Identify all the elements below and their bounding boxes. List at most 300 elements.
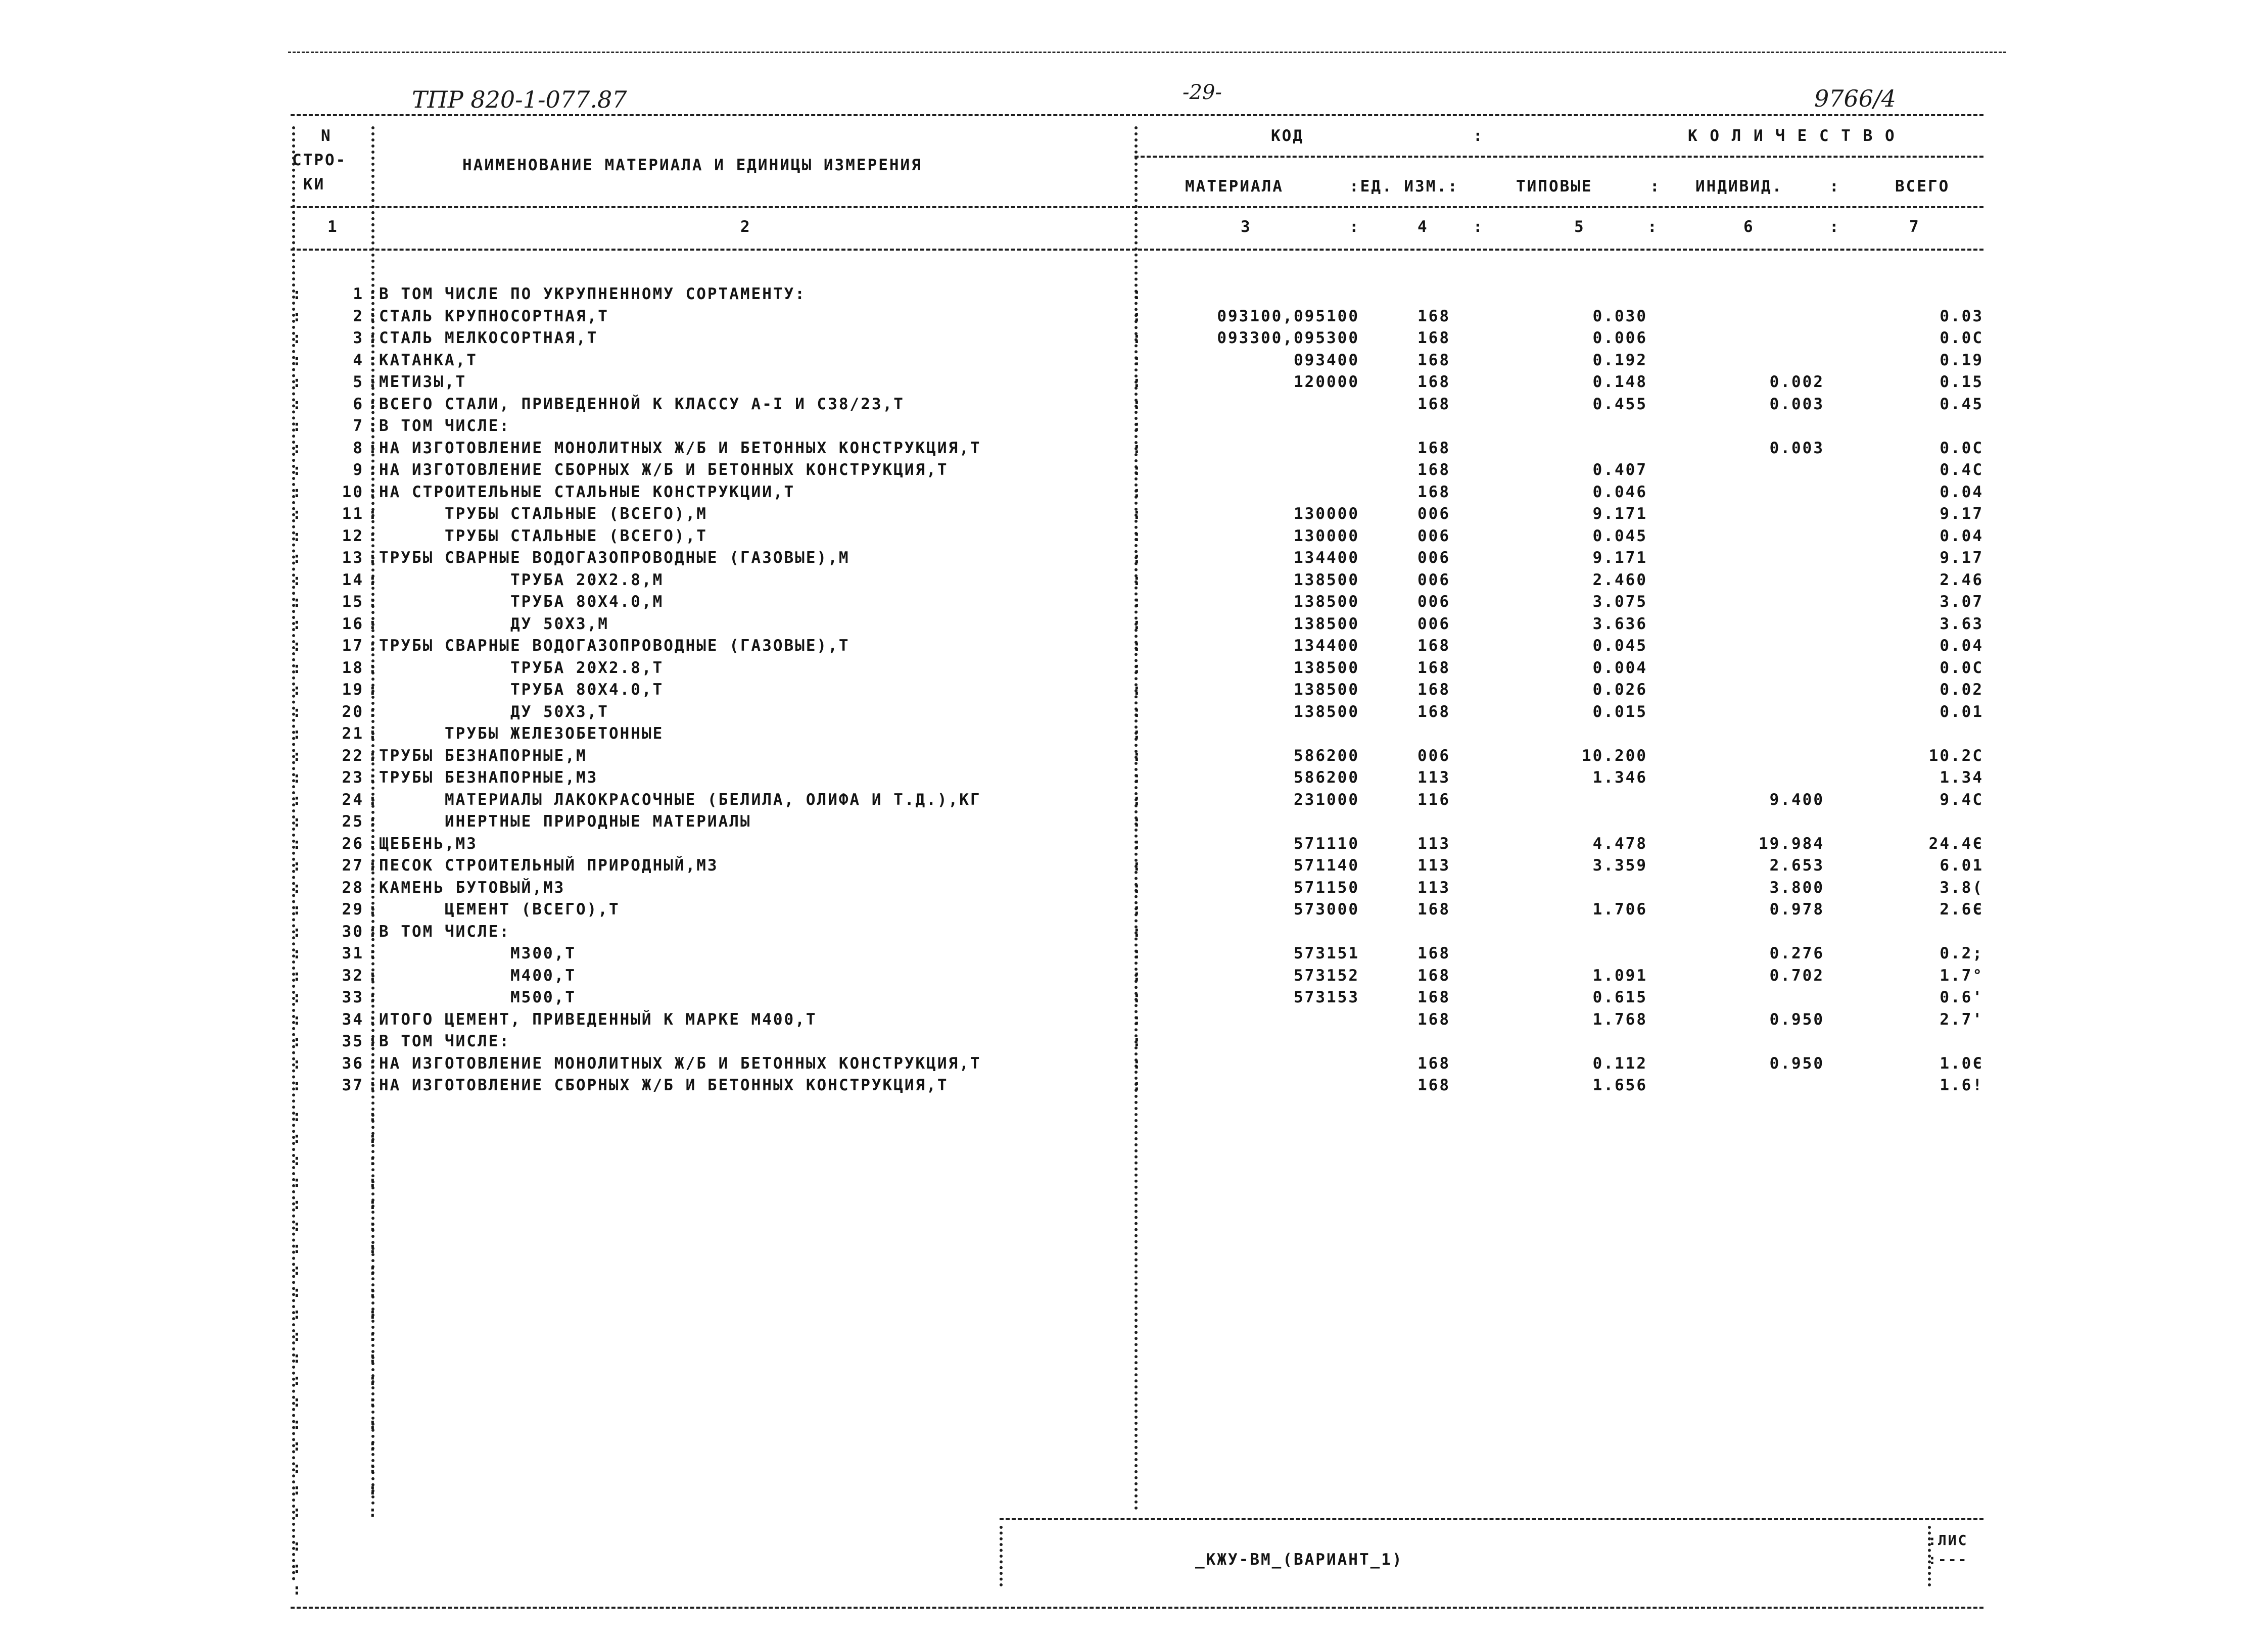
qty-typical: 3.636 bbox=[1592, 614, 1647, 633]
unit-code: 006 bbox=[1418, 505, 1450, 523]
column-separator: : bbox=[292, 439, 303, 457]
qty-total: 0.19 bbox=[1940, 351, 1983, 369]
column-separator: : bbox=[368, 307, 379, 325]
empty-row-separator: : bbox=[368, 1238, 379, 1257]
column-separator: : bbox=[368, 505, 379, 523]
empty-row-separator: : bbox=[292, 1370, 303, 1389]
archive-number: 9766/4 bbox=[1814, 85, 1896, 112]
qty-individual-header: ИНДИВИД. bbox=[1695, 177, 1783, 196]
material-code: 571150 bbox=[1294, 878, 1359, 897]
material-name: ЦЕМЕНТ (ВСЕГО),Т bbox=[445, 900, 620, 919]
header-colons-4: : bbox=[1829, 218, 1840, 236]
column-separator: : bbox=[368, 834, 379, 853]
column-separator: : bbox=[368, 482, 379, 501]
row-number: 26 bbox=[342, 834, 364, 853]
col-number-4: 4 bbox=[1418, 218, 1429, 236]
table-row bbox=[0, 1052, 2268, 1075]
qty-total: 2.6Є bbox=[1940, 900, 1983, 919]
column-separator: : bbox=[368, 570, 379, 589]
qty-individual: 0.003 bbox=[1769, 395, 1824, 413]
name-column-header: НАИМЕНОВАНИЕ МАТЕРИАЛА И ЕДИНИЦЫ ИЗМЕРЕНИЯ bbox=[462, 156, 922, 174]
table-row bbox=[0, 613, 2268, 635]
code-material-header: МАТЕРИАЛА bbox=[1185, 177, 1284, 196]
column-separator: : bbox=[1132, 482, 1143, 501]
empty-row-separator: : bbox=[292, 1414, 303, 1433]
column-separator: : bbox=[1132, 285, 1143, 303]
material-name: КАТАНКА,Т bbox=[379, 351, 478, 369]
material-name: В ТОМ ЧИСЛЕ: bbox=[379, 417, 510, 435]
material-name: В ТОМ ЧИСЛЕ ПО УКРУПНЕННОМУ СОРТАМЕНТУ: bbox=[379, 285, 806, 303]
column-separator: : bbox=[368, 878, 379, 897]
column-separator: : bbox=[292, 549, 303, 567]
row-no-label-3: КИ bbox=[303, 175, 325, 194]
column-separator: : bbox=[292, 570, 303, 589]
code-unit-header: :ЕД. ИЗМ.: bbox=[1349, 177, 1459, 196]
table-row bbox=[0, 1030, 2268, 1052]
row-no-label-1: N bbox=[321, 127, 332, 145]
qty-typical: 1.346 bbox=[1592, 768, 1647, 787]
column-separator: : bbox=[292, 307, 303, 325]
empty-row-separator: : bbox=[292, 1282, 303, 1301]
row-number: 8 bbox=[353, 439, 364, 457]
footer-top-rule bbox=[1000, 1518, 1983, 1520]
footer-sheet-dash: :--- bbox=[1928, 1551, 1968, 1568]
unit-code: 168 bbox=[1418, 944, 1450, 962]
column-separator: : bbox=[1132, 505, 1143, 523]
empty-row-separator: : bbox=[292, 1392, 303, 1411]
row-number: 13 bbox=[342, 549, 364, 567]
col-number-3: 3 bbox=[1241, 218, 1252, 236]
row-number: 3 bbox=[353, 329, 364, 347]
material-name: ПЕСОК СТРОИТЕЛЬНЫЙ ПРИРОДНЫЙ,М3 bbox=[379, 856, 719, 875]
row-number: 5 bbox=[353, 373, 364, 391]
material-code: 571110 bbox=[1294, 834, 1359, 853]
material-name: ВСЕГО СТАЛИ, ПРИВЕДЕННОЙ К КЛАССУ А-I И С38/23,Т bbox=[379, 395, 905, 413]
empty-row-separator: : bbox=[292, 1129, 303, 1147]
column-separator: : bbox=[368, 966, 379, 985]
row-number: 20 bbox=[342, 702, 364, 721]
header-colons-3: : bbox=[1647, 218, 1659, 236]
column-separator: : bbox=[1132, 417, 1143, 435]
material-code: 093100,095100 bbox=[1217, 307, 1359, 325]
column-separator: : bbox=[368, 856, 379, 875]
qty-individual: 0.002 bbox=[1769, 373, 1824, 391]
column-separator: : bbox=[368, 373, 379, 391]
empty-row-separator: : bbox=[368, 1261, 379, 1279]
qty-typical: 1.091 bbox=[1592, 966, 1647, 985]
column-separator: : bbox=[1132, 570, 1143, 589]
material-name: ТРУБА 20Х2.8,Т bbox=[510, 658, 664, 677]
qty-total: 0.4С bbox=[1940, 461, 1983, 479]
material-code: 134400 bbox=[1294, 549, 1359, 567]
qty-group-header: К О Л И Ч Е С Т В О bbox=[1688, 127, 1896, 145]
column-separator: : bbox=[292, 658, 303, 677]
empty-row-separator: : bbox=[292, 1348, 303, 1367]
qty-typical: 0.015 bbox=[1592, 702, 1647, 721]
qty-typical: 0.046 bbox=[1592, 482, 1647, 501]
qty-typical: 4.478 bbox=[1592, 834, 1647, 853]
qty-total: 1.6! bbox=[1940, 1076, 1983, 1094]
material-code: 093400 bbox=[1294, 351, 1359, 369]
qty-total: 0.01 bbox=[1940, 702, 1983, 721]
column-separator: : bbox=[1132, 351, 1143, 369]
empty-row-separator: : bbox=[292, 1217, 303, 1235]
material-name: НА ИЗГОТОВЛЕНИЕ СБОРНЫХ Ж/Б И БЕТОННЫХ КОНСТРУКЦИЯ,Т bbox=[379, 1076, 949, 1094]
row-number: 7 bbox=[353, 417, 364, 435]
table-row bbox=[0, 942, 2268, 964]
column-separator: : bbox=[1132, 658, 1143, 677]
row-number: 31 bbox=[342, 944, 364, 962]
column-separator: : bbox=[292, 373, 303, 391]
col-number-1: 1 bbox=[327, 218, 339, 236]
empty-row-separator: : bbox=[292, 1536, 303, 1555]
empty-row-separator: : bbox=[292, 1194, 303, 1213]
empty-row-separator: : bbox=[368, 1392, 379, 1411]
qty-typical: 0.455 bbox=[1592, 395, 1647, 413]
unit-code: 168 bbox=[1418, 1054, 1450, 1073]
material-code: 573153 bbox=[1294, 988, 1359, 1006]
header-top-rule bbox=[291, 114, 1983, 116]
unit-code: 113 bbox=[1418, 834, 1450, 853]
table-row bbox=[0, 305, 2268, 327]
qty-typical: 3.359 bbox=[1592, 856, 1647, 875]
qty-total: 0.0С bbox=[1940, 439, 1983, 457]
table-row bbox=[0, 547, 2268, 569]
row-no-label-2: СТРО- bbox=[292, 151, 347, 169]
qty-typical: 0.112 bbox=[1592, 1054, 1647, 1073]
column-separator: : bbox=[368, 549, 379, 567]
material-name: ТРУБЫ БЕЗНАПОРНЫЕ,М3 bbox=[379, 768, 598, 787]
empty-row-separator: : bbox=[368, 1370, 379, 1389]
column-separator: : bbox=[1132, 614, 1143, 633]
column-separator: : bbox=[368, 593, 379, 611]
material-code: 130000 bbox=[1294, 505, 1359, 523]
unit-code: 168 bbox=[1418, 373, 1450, 391]
material-code: 573152 bbox=[1294, 966, 1359, 985]
unit-code: 006 bbox=[1418, 746, 1450, 765]
column-separator: : bbox=[292, 637, 303, 655]
unit-code: 168 bbox=[1418, 351, 1450, 369]
footer-left-dots bbox=[1000, 1526, 1003, 1586]
column-separator: : bbox=[368, 725, 379, 743]
qty-total: 1.7° bbox=[1940, 966, 1983, 985]
unit-code: 168 bbox=[1418, 988, 1450, 1006]
row-number: 4 bbox=[353, 351, 364, 369]
qty-typical: 0.148 bbox=[1592, 373, 1647, 391]
column-separator: : bbox=[1132, 702, 1143, 721]
empty-row-separator: : bbox=[368, 1436, 379, 1455]
column-separator: : bbox=[1132, 307, 1143, 325]
material-code: 586200 bbox=[1294, 746, 1359, 765]
material-name: ТРУБЫ СТАЛЬНЫЕ (ВСЕГО),М bbox=[445, 505, 707, 523]
row-number: 12 bbox=[342, 526, 364, 545]
unit-code: 168 bbox=[1418, 329, 1450, 347]
column-separator: : bbox=[1132, 439, 1143, 457]
material-name: МАТЕРИАЛЫ ЛАКОКРАСОЧНЫЕ (БЕЛИЛА, ОЛИФА И Т.Д.),КГ bbox=[445, 790, 981, 809]
qty-total: 0.15 bbox=[1940, 373, 1983, 391]
code-group-header: КОД bbox=[1271, 127, 1304, 145]
row-number: 30 bbox=[342, 922, 364, 941]
row-number: 6 bbox=[353, 395, 364, 413]
unit-code: 168 bbox=[1418, 1076, 1450, 1094]
column-separator: : bbox=[292, 1032, 303, 1050]
table-row bbox=[0, 745, 2268, 767]
col-number-7: 7 bbox=[1909, 218, 1920, 236]
column-separator: : bbox=[368, 900, 379, 919]
header-colons-7: : bbox=[1829, 177, 1840, 196]
unit-code: 168 bbox=[1418, 461, 1450, 479]
column-separator: : bbox=[292, 702, 303, 721]
table-row bbox=[0, 810, 2268, 833]
column-separator: : bbox=[368, 395, 379, 413]
material-code: 138500 bbox=[1294, 702, 1359, 721]
row-number: 34 bbox=[342, 1010, 364, 1029]
material-name: ИНЕРТНЫЕ ПРИРОДНЫЕ МАТЕРИАЛЫ bbox=[445, 812, 751, 831]
row-number: 33 bbox=[342, 988, 364, 1006]
empty-row-separator: : bbox=[292, 1580, 303, 1599]
empty-row-separator: : bbox=[368, 1348, 379, 1367]
qty-individual: 0.702 bbox=[1769, 966, 1824, 985]
footer-sheet-label: :ЛИС bbox=[1928, 1532, 1968, 1549]
qty-typical: 0.192 bbox=[1592, 351, 1647, 369]
qty-total: 9.17 bbox=[1940, 549, 1983, 567]
table-row bbox=[0, 766, 2268, 789]
column-separator: : bbox=[1132, 725, 1143, 743]
column-separator: : bbox=[368, 702, 379, 721]
unit-code: 113 bbox=[1418, 878, 1450, 897]
material-name: СТАЛЬ КРУПНОСОРТНАЯ,Т bbox=[379, 307, 609, 325]
column-separator: : bbox=[368, 1032, 379, 1050]
qty-total: 6.01 bbox=[1940, 856, 1983, 875]
qty-total: 0.04 bbox=[1940, 482, 1983, 501]
column-separator: : bbox=[1132, 966, 1143, 985]
column-separator: : bbox=[368, 526, 379, 545]
unit-code: 168 bbox=[1418, 439, 1450, 457]
row-number: 21 bbox=[342, 725, 364, 743]
column-separator: : bbox=[292, 614, 303, 633]
table-row bbox=[0, 481, 2268, 503]
material-code: 138500 bbox=[1294, 658, 1359, 677]
column-separator: : bbox=[368, 988, 379, 1006]
material-name: ДУ 50Х3,М bbox=[510, 614, 609, 633]
material-code: 586200 bbox=[1294, 768, 1359, 787]
table-row bbox=[0, 393, 2268, 415]
qty-typical: 0.004 bbox=[1592, 658, 1647, 677]
material-name: ТРУБА 80Х4.0,Т bbox=[510, 681, 664, 699]
column-separator: : bbox=[292, 395, 303, 413]
empty-row-separator: : bbox=[368, 1194, 379, 1213]
empty-row-separator: : bbox=[368, 1502, 379, 1521]
header-colons: : bbox=[1349, 218, 1360, 236]
column-separator: : bbox=[1132, 681, 1143, 699]
column-separator: : bbox=[292, 1010, 303, 1029]
table-row bbox=[0, 679, 2268, 701]
column-separator: : bbox=[1132, 395, 1143, 413]
empty-row-separator: : bbox=[368, 1106, 379, 1125]
column-separator: : bbox=[368, 922, 379, 941]
unit-code: 168 bbox=[1418, 658, 1450, 677]
column-separator: : bbox=[1132, 856, 1143, 875]
column-separator: : bbox=[292, 526, 303, 545]
column-separator: : bbox=[1132, 878, 1143, 897]
column-separator: : bbox=[368, 417, 379, 435]
column-separator: : bbox=[1132, 1076, 1143, 1094]
row-number: 24 bbox=[342, 790, 364, 809]
column-separator: : bbox=[292, 768, 303, 787]
row-number: 37 bbox=[342, 1076, 364, 1094]
material-name: КАМЕНЬ БУТОВЫЙ,М3 bbox=[379, 878, 565, 897]
material-name: В ТОМ ЧИСЛЕ: bbox=[379, 1032, 510, 1050]
empty-row-separator: : bbox=[368, 1326, 379, 1345]
footer-stamp: _КЖУ-ВМ_(ВАРИАНТ_1) bbox=[1195, 1551, 1403, 1569]
column-separator: : bbox=[1132, 922, 1143, 941]
column-separator: : bbox=[1132, 1054, 1143, 1073]
column-separator: : bbox=[368, 439, 379, 457]
column-separator: : bbox=[368, 790, 379, 809]
row-number: 18 bbox=[342, 658, 364, 677]
material-name: М400,Т bbox=[510, 966, 576, 985]
unit-code: 168 bbox=[1418, 395, 1450, 413]
row-number: 15 bbox=[342, 593, 364, 611]
material-name: М300,Т bbox=[510, 944, 576, 962]
qty-total: 10.2С bbox=[1928, 746, 1983, 765]
empty-row-separator: : bbox=[368, 1129, 379, 1147]
column-separator: : bbox=[368, 681, 379, 699]
material-name: ДУ 50Х3,Т bbox=[510, 702, 609, 721]
document-code: ТПР 820-1-077.87 bbox=[412, 86, 627, 113]
row-number: 2 bbox=[353, 307, 364, 325]
column-separator: : bbox=[368, 1054, 379, 1073]
table-row bbox=[0, 964, 2268, 987]
qty-typical: 0.045 bbox=[1592, 526, 1647, 545]
material-name: ТРУБЫ ЖЕЛЕЗОБЕТОННЫЕ bbox=[445, 725, 664, 743]
qty-typical: 0.615 bbox=[1592, 988, 1647, 1006]
column-separator: : bbox=[292, 746, 303, 765]
empty-row-separator: : bbox=[368, 1217, 379, 1235]
qty-total: 0.04 bbox=[1940, 637, 1983, 655]
unit-code: 168 bbox=[1418, 702, 1450, 721]
empty-row-separator: : bbox=[292, 1238, 303, 1257]
unit-code: 006 bbox=[1418, 526, 1450, 545]
column-separator: : bbox=[1132, 790, 1143, 809]
material-name: ТРУБА 80Х4.0,М bbox=[510, 593, 664, 611]
column-separator: : bbox=[292, 329, 303, 347]
table-row bbox=[0, 1074, 2268, 1096]
column-separator: : bbox=[368, 329, 379, 347]
qty-typical: 0.006 bbox=[1592, 329, 1647, 347]
column-separator: : bbox=[292, 417, 303, 435]
material-name: ТРУБЫ СВАРНЫЕ ВОДОГАЗОПРОВОДНЫЕ (ГАЗОВЫЕ),М bbox=[379, 549, 850, 567]
empty-row-separator: : bbox=[368, 1173, 379, 1191]
material-name: НА ИЗГОТОВЛЕНИЕ МОНОЛИТНЫХ Ж/Б И БЕТОННЫХ КОНСТРУКЦИЯ,Т bbox=[379, 439, 981, 457]
qty-typical: 0.026 bbox=[1592, 681, 1647, 699]
qty-total: 3.63 bbox=[1940, 614, 1983, 633]
row-number: 16 bbox=[342, 614, 364, 633]
column-separator: : bbox=[292, 834, 303, 853]
column-separator: : bbox=[368, 658, 379, 677]
material-code: 138500 bbox=[1294, 593, 1359, 611]
material-code: 120000 bbox=[1294, 373, 1359, 391]
qty-typical: 1.768 bbox=[1592, 1010, 1647, 1029]
qty-total: 2.7' bbox=[1940, 1010, 1983, 1029]
column-separator: : bbox=[368, 1076, 379, 1094]
qty-typical: 0.407 bbox=[1592, 461, 1647, 479]
material-code: 231000 bbox=[1294, 790, 1359, 809]
table-row bbox=[0, 657, 2268, 679]
column-separator: : bbox=[1132, 373, 1143, 391]
header-colons-5: : bbox=[1473, 127, 1484, 145]
column-separator: : bbox=[292, 966, 303, 985]
material-name: В ТОМ ЧИСЛЕ: bbox=[379, 922, 510, 941]
row-number: 23 bbox=[342, 768, 364, 787]
material-name: ТРУБЫ БЕЗНАПОРНЫЕ,М bbox=[379, 746, 587, 765]
material-code: 130000 bbox=[1294, 526, 1359, 545]
column-separator: : bbox=[292, 988, 303, 1006]
table-row bbox=[0, 283, 2268, 305]
material-name: МЕТИЗЫ,Т bbox=[379, 373, 467, 391]
table-row bbox=[0, 854, 2268, 877]
table-row bbox=[0, 327, 2268, 349]
qty-individual: 2.653 bbox=[1769, 856, 1824, 875]
table-row bbox=[0, 503, 2268, 525]
column-separator: : bbox=[1132, 637, 1143, 655]
qty-individual: 3.800 bbox=[1769, 878, 1824, 897]
material-code: 093300,095300 bbox=[1217, 329, 1359, 347]
material-name: НА ИЗГОТОВЛЕНИЕ МОНОЛИТНЫХ Ж/Б И БЕТОННЫХ КОНСТРУКЦИЯ,Т bbox=[379, 1054, 981, 1073]
qty-typical: 0.030 bbox=[1592, 307, 1647, 325]
empty-row-separator: : bbox=[292, 1558, 303, 1577]
qty-total: 24.4Є bbox=[1928, 834, 1983, 853]
column-separator: : bbox=[1132, 988, 1143, 1006]
row-number: 35 bbox=[342, 1032, 364, 1050]
unit-code: 006 bbox=[1418, 549, 1450, 567]
qty-total: 0.03 bbox=[1940, 307, 1983, 325]
qty-total: 9.17 bbox=[1940, 505, 1983, 523]
table-row bbox=[0, 415, 2268, 437]
material-name: ТРУБА 20Х2.8,М bbox=[510, 570, 664, 589]
qty-typical-header: ТИПОВЫЕ bbox=[1516, 177, 1593, 196]
qty-typical: 2.460 bbox=[1592, 570, 1647, 589]
table-row bbox=[0, 789, 2268, 811]
row-number: 11 bbox=[342, 505, 364, 523]
qty-total: 0.6' bbox=[1940, 988, 1983, 1006]
qty-total: 0.2; bbox=[1940, 944, 1983, 962]
qty-total: 3.07 bbox=[1940, 593, 1983, 611]
column-separator: : bbox=[1132, 768, 1143, 787]
table-row bbox=[0, 722, 2268, 745]
column-separator: : bbox=[292, 593, 303, 611]
qty-total: 3.8( bbox=[1940, 878, 1983, 897]
qty-individual: 19.984 bbox=[1759, 834, 1824, 853]
empty-row-separator: : bbox=[292, 1326, 303, 1345]
table-row bbox=[0, 635, 2268, 657]
column-separator: : bbox=[368, 768, 379, 787]
unit-code: 006 bbox=[1418, 614, 1450, 633]
column-separator: : bbox=[292, 812, 303, 831]
material-code: 573000 bbox=[1294, 900, 1359, 919]
column-separator: : bbox=[368, 746, 379, 765]
column-separator: : bbox=[292, 944, 303, 962]
table-row bbox=[0, 371, 2268, 393]
qty-total: 1.34 bbox=[1940, 768, 1983, 787]
unit-code: 168 bbox=[1418, 900, 1450, 919]
qty-typical: 0.045 bbox=[1592, 637, 1647, 655]
qty-individual: 9.400 bbox=[1769, 790, 1824, 809]
empty-row-separator: : bbox=[292, 1436, 303, 1455]
table-row bbox=[0, 437, 2268, 459]
qty-total: 0.0С bbox=[1940, 329, 1983, 347]
unit-code: 168 bbox=[1418, 307, 1450, 325]
